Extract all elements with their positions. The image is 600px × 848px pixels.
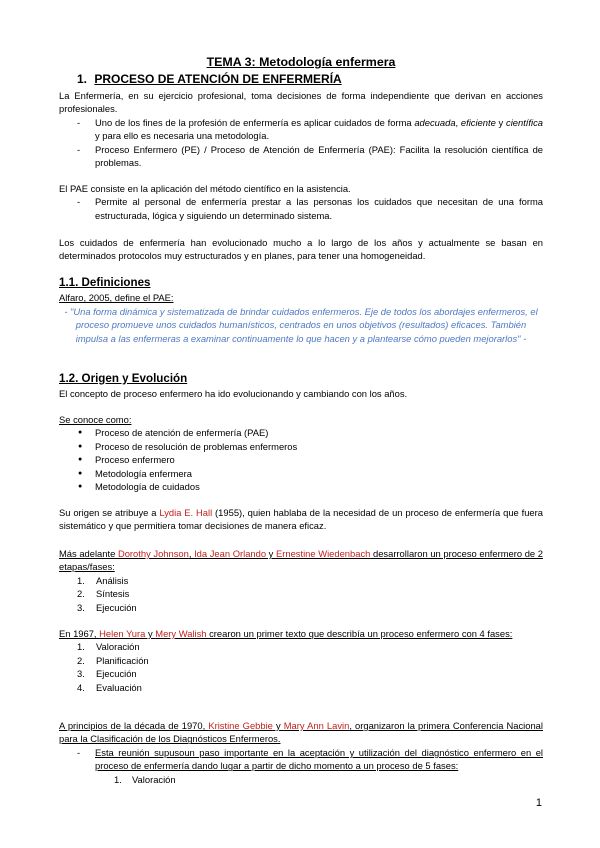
author-name: Dorothy Johnson [117, 548, 189, 559]
list-item: 1. Valoración [77, 641, 140, 653]
author-name: Mery Walish [155, 628, 207, 639]
section-heading-1 [77, 73, 342, 86]
list-item: ● Metodología de cuidados [78, 481, 200, 493]
section-title: PROCESO DE ATENCIÓN DE ENFERMERÍA [94, 72, 342, 86]
list-item: 1. Valoración [114, 773, 176, 785]
intro-block [59, 89, 543, 169]
yura-paragraph: En 1967, Helen Yura y Mery Walish crearon un primer texto que describía un proceso enfermero con 4 fases: [59, 628, 513, 639]
later-paragraph: Más adelante Dorothy Johnson, Ida Jean Orlando y Ernestine Wiedenbach desarrollaron un proceso enfermero de 2 etapas/fases: [59, 548, 543, 573]
definition-source: Alfaro, 2005, define el PAE: [59, 292, 174, 304]
pae-block [59, 182, 543, 222]
section-heading-1-1: 1.1. Definiciones [59, 276, 151, 289]
list-item: 4. Evaluación [77, 681, 142, 693]
intro-paragraph: La Enfermería, en su ejercicio profesional, toma decisiones de forma independiente que derivan en acciones profesionales. [59, 90, 543, 115]
list-item: - Uno de los fines de la profesión de enfermería es aplicar cuidados de forma adecuada, eficiente y científica y para ello es necesaria una metodología. [77, 116, 543, 142]
list-item: - Esta reunión supusoun paso importante en la aceptación y utilización del diagnóstico enfermero en el proceso de enfermería dando lugar a partir de dicho momento a un proceso de 5 fases: [77, 746, 543, 772]
author-name: Kristine Gebbie [208, 720, 273, 731]
section-heading-1-2: 1.2. Origen y Evolución [59, 372, 188, 385]
list-item: 3. Ejecución [77, 668, 137, 680]
list-item: - Permite al personal de enfermería prestar a las personas los cuidados que necesitan de una forma estructurada, lógica y siguiendo un determinado sistema. [77, 196, 543, 221]
page-title: TEMA 3: Metodología enfermera [206, 55, 396, 69]
gebbie-block [59, 719, 543, 786]
evolution-block [59, 236, 543, 263]
list-item: 2. Síntesis [77, 588, 130, 600]
list-item: - Proceso Enfermero (PE) / Proceso de Atención de Enfermería (PAE): Facilita la resolución científica de problemas. [77, 143, 543, 169]
page-number: 1 [535, 797, 542, 809]
author-name: Lydia E. Hall [159, 507, 213, 518]
gebbie-paragraph: A principios de la década de 1970, Kristine Gebbie y Mary Ann Lavin, organizaron la primera Conferencia Nacional para la Clasificación de los Diagnósticos Enfermeros. [59, 720, 543, 745]
known-as-block [59, 413, 543, 493]
author-name: Mary Ann Lavin [283, 720, 350, 731]
section-number: 1. [77, 72, 88, 86]
author-name: Helen Yura [99, 628, 146, 639]
known-as-label: Se conoce como: [59, 414, 132, 425]
hall-paragraph: Su origen se atribuye a Lydia E. Hall (1955), quien hablaba de la necesidad de un proceso de enfermería que fuera sistemático y que permitiera tomar decisiones de manera eficaz. [59, 507, 543, 532]
section-1-1 [59, 276, 543, 345]
definition-quote: - "Una forma dinámica y sistematizada de brindar cuidados enfermeros. Eje de todos los abordajes enfermeros, el proceso promueve unos cuidados humanísticos, centrados en unos objetivos (resultados) eficaces. También impulsa a las enfermeras a examinar continuamente lo que hacen y a plantearse cómo pueden mejorarlos" - [64, 305, 538, 344]
evolution-paragraph: Los cuidados de enfermería han evolucionado mucho a lo largo de los años y actualmente se basan en determinados protocolos muy estructurados y en planes, para tener una homogeneidad. [59, 237, 543, 262]
section-1-2 [59, 372, 543, 401]
list-item: 1. Análisis [77, 574, 129, 586]
yura-block [59, 627, 543, 694]
author-name: Ernestine Wiedenbach [276, 548, 371, 559]
list-item: ● Metodología enfermera [78, 467, 192, 479]
list-item: 3. Ejecución [77, 601, 137, 613]
origin-intro: El concepto de proceso enfermero ha ido evolucionando y cambiando con los años. [59, 388, 408, 400]
later-block [59, 547, 543, 614]
list-item: ● Proceso de atención de enfermería (PAE) [78, 427, 269, 439]
list-item: 2. Planificación [77, 654, 149, 666]
list-item: ● Proceso de resolución de problemas enfermeros [78, 440, 298, 452]
author-name: Ida Jean Orlando [194, 548, 267, 559]
pae-definition: El PAE consiste en la aplicación del método científico en la asistencia. [59, 183, 351, 194]
list-item: ● Proceso enfermero [78, 454, 175, 466]
